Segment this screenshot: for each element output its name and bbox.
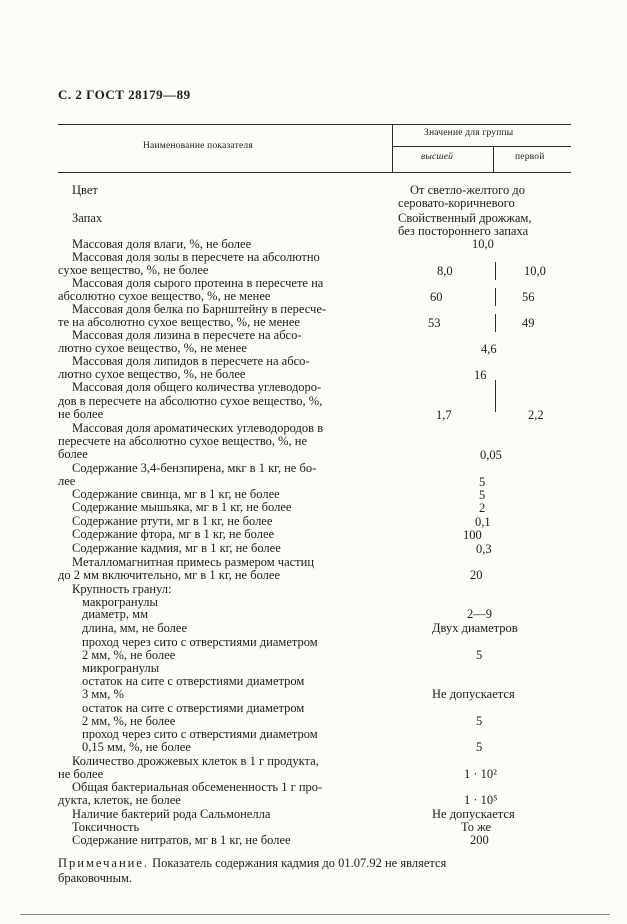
length-label: длина, мм, не более [82, 621, 187, 635]
salmonella-label: Наличие бактерий рода Сальмонелла [72, 807, 271, 821]
lead-value: 5 [479, 488, 486, 502]
sieve2-label-2: 2 мм, %, не более [82, 648, 176, 662]
protein-barnstein-first: 49 [522, 316, 535, 330]
col-first-header: первой [515, 152, 545, 162]
bacterial-value: 1 · 10⁵ [464, 793, 498, 807]
lysine-label-1: Массовая доля лизина в пересчете на абсо- [72, 328, 302, 342]
crude-protein-high: 60 [430, 290, 443, 304]
metal-value: 20 [470, 568, 483, 582]
benzpyrene-label-1: Содержание 3,4-бензпирена, мкг в 1 кг, не бо- [72, 461, 317, 475]
arsenic-value: 2 [479, 501, 486, 515]
value-column-mark [495, 314, 496, 332]
nitrates-value: 200 [470, 833, 489, 847]
residue3-value: Не допускается [432, 687, 515, 701]
lead-label: Содержание свинца, мг в 1 кг, не более [72, 487, 280, 501]
smell-label: Запах [72, 211, 103, 225]
fluorine-label: Содержание фтора, мг в 1 кг, не более [72, 527, 275, 541]
table-top-rule [58, 124, 571, 125]
yeast-cells-label-2: не более [58, 767, 104, 781]
cadmium-value: 0,3 [476, 542, 492, 556]
diameter-label: диаметр, мм [82, 607, 148, 621]
ash-label-2: сухое вещество, %, не более [58, 263, 209, 277]
sieve2-label-1: проход через сито с отверстиями диаметром [82, 635, 318, 649]
ash-high: 8,0 [437, 264, 453, 278]
macro-label: макрогранулы [82, 595, 158, 609]
arsenic-label: Содержание мышьяка, мг в 1 кг, не более [72, 500, 292, 514]
hydrocarbons-label-3: не более [58, 407, 104, 421]
sieve015-value: 5 [476, 740, 483, 754]
hydrocarbons-first: 2,2 [528, 408, 544, 422]
crude-protein-first: 56 [522, 290, 535, 304]
sieve2-value: 5 [476, 648, 483, 662]
note-title: Примечание. [58, 856, 150, 870]
smell-value-1: Свойственный дрожжам, [398, 211, 532, 225]
note-line-2: браковочным. [58, 871, 132, 885]
ash-first: 10,0 [524, 264, 546, 278]
lipids-value: 16 [474, 368, 487, 382]
crude-protein-label-2: абсолютно сухое вещество, %, не менее [58, 289, 271, 303]
toxicity-value: То же [461, 820, 492, 834]
col-group-header: Значение для группы [424, 128, 514, 138]
lipids-label-2: лютно сухое вещество, %, не более [58, 367, 246, 381]
aromatic-label-2: пересчете на абсолютно сухое вещество, %, не [58, 434, 308, 448]
residue3-label-1: остаток на сите с отверстиями диаметром [82, 674, 305, 688]
moisture-label: Массовая доля влаги, %, не более [72, 237, 252, 251]
value-column-mark [495, 380, 496, 412]
ash-label-1: Массовая доля золы в пересчете на абсолютно [72, 250, 320, 264]
metal-label-2: до 2 мм включительно, мг в 1 кг, не более [58, 568, 280, 582]
col-indicator-header: Наименование показателя [143, 141, 253, 151]
sieve015-label-2: 0,15 мм, %, не более [82, 740, 191, 754]
granule-label: Крупность гранул: [72, 582, 172, 596]
page-bottom-rule [20, 914, 610, 915]
benzpyrene-value: 5 [479, 475, 486, 489]
residue2-label-2: 2 мм, %, не более [82, 714, 176, 728]
aromatic-label-1: Массовая доля ароматических углеводородов в [72, 421, 324, 435]
protein-barnstein-label-2: те на абсолютно сухое вещество, %, не менее [58, 315, 300, 329]
residue2-label-1: остаток на сите с отверстиями диаметром [82, 701, 305, 715]
micro-label: микрогранулы [82, 661, 160, 675]
length-value: Двух диаметров [432, 621, 518, 635]
hydrocarbons-label-1: Массовая доля общего количества углеводоро- [72, 380, 322, 394]
aromatic-label-3: более [58, 447, 88, 461]
sieve015-label-1: проход через сито с отверстиями диаметром [82, 727, 318, 741]
col-highest-header: высшей [421, 152, 454, 162]
note-text-1: Показатель содержания кадмия до 01.07.92 не является [152, 856, 447, 870]
fluorine-value: 100 [463, 528, 482, 542]
header-bottom-rule [58, 172, 571, 173]
subcolumn-divider [493, 146, 494, 172]
metal-label-1: Металломагнитная примесь размером частиц [72, 555, 315, 569]
page-header: С. 2 ГОСТ 28179—89 [58, 87, 191, 102]
crude-protein-label-1: Массовая доля сырого протеина в пересчете на [72, 276, 324, 290]
residue3-label-2: 3 мм, % [82, 687, 124, 701]
diameter-value: 2—9 [467, 607, 492, 621]
value-column-mark [495, 288, 496, 306]
cadmium-label: Содержание кадмия, мг в 1 кг, не более [72, 541, 281, 555]
header-vertical-divider [392, 124, 393, 172]
protein-barnstein-high: 53 [428, 316, 441, 330]
mercury-label: Содержание ртути, мг в 1 кг, не более [72, 514, 273, 528]
bacterial-label-1: Общая бактериальная обсемененность 1 г про- [72, 780, 323, 794]
smell-value-2: без постороннего запаха [398, 224, 529, 238]
color-value-1: От светло-желтого до [410, 183, 525, 197]
lipids-label-1: Массовая доля липидов в пересчете на абсо- [72, 354, 310, 368]
nitrates-label: Содержание нитратов, мг в 1 кг, не более [72, 833, 291, 847]
subheader-rule [393, 146, 571, 147]
lysine-label-2: лютно сухое вещество, %, не менее [58, 341, 247, 355]
mercury-value: 0,1 [475, 515, 491, 529]
color-value-2: серовато-коричневого [398, 196, 515, 210]
salmonella-value: Не допускается [432, 807, 515, 821]
yeast-cells-value: 1 · 10² [464, 767, 497, 781]
hydrocarbons-label-2: дов в пересчете на абсолютно сухое вещество, %, [58, 394, 323, 408]
yeast-cells-label-1: Количество дрожжевых клеток в 1 г продукта, [72, 754, 319, 768]
note-line-1 [58, 856, 446, 871]
value-column-mark [495, 262, 496, 280]
bacterial-label-2: дукта, клеток, не более [58, 793, 181, 807]
aromatic-value: 0,05 [480, 448, 502, 462]
hydrocarbons-high: 1,7 [436, 408, 452, 422]
residue2-value: 5 [476, 714, 483, 728]
benzpyrene-label-2: лее [58, 474, 76, 488]
toxicity-label: Токсичность [72, 820, 140, 834]
protein-barnstein-label-1: Массовая доля белка по Барнштейну в пересче- [72, 302, 327, 316]
lysine-value: 4,6 [481, 342, 497, 356]
moisture-value: 10,0 [472, 237, 494, 251]
color-label: Цвет [72, 183, 98, 197]
